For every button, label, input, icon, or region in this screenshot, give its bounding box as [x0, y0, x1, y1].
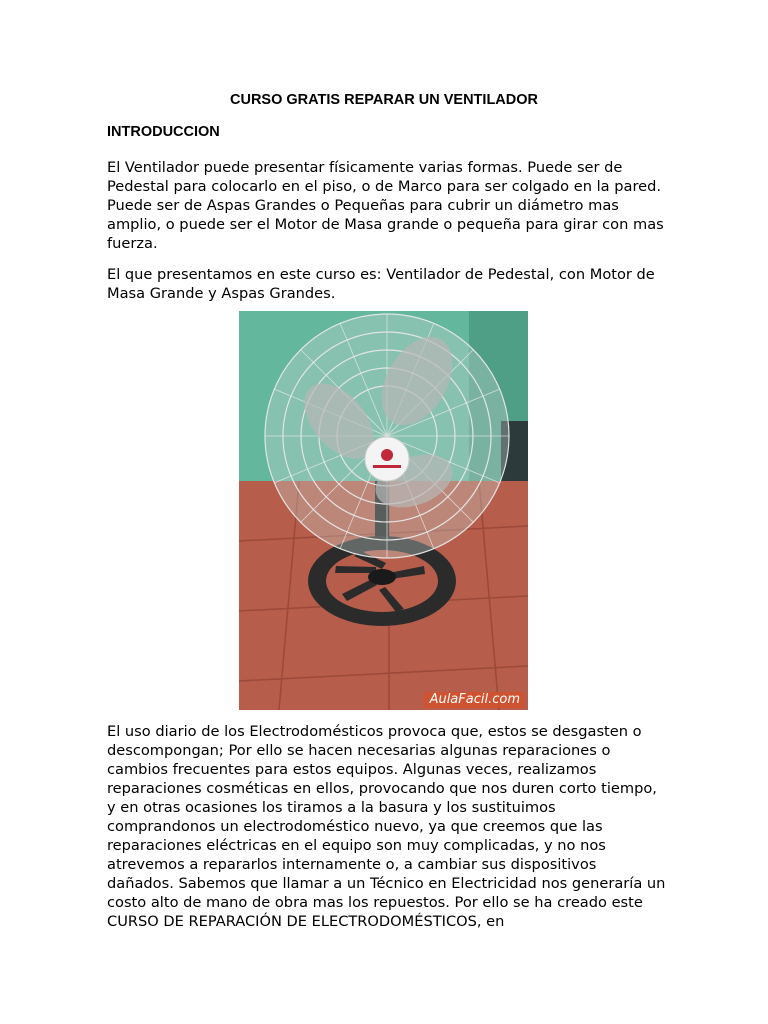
section-heading: INTRODUCCION — [107, 124, 220, 140]
watermark: AulaFacil.com — [424, 692, 524, 708]
pedestal-fan-photo — [239, 311, 528, 710]
intro-paragraph-2: El que presentamos en este curso es: Ventilador de Pedestal, con Motor de Masa Grande y Aspas Grandes. — [107, 266, 655, 302]
page-title: CURSO GRATIS REPARAR UN VENTILADOR — [230, 92, 538, 108]
intro-paragraph-1: El Ventilador puede presentar físicamente varias formas. Puede ser de Pedestal para colocarlo en el piso, o de Marco para ser colgado en la pared. Puede ser de Aspas Grandes o Pequeñas para cubrir un diámetro mas amplio, o puede ser el Motor de Masa grande o pequeña para girar con mas fuerza. — [107, 159, 664, 252]
intro-paragraph-3: El uso diario de los Electrodomésticos provoca que, estos se desgasten o descompongan; Por ello se hacen necesarias algunas reparaciones o cambios frecuentes para estos equipos. Algunas veces, realizamos reparaciones cosméticas en ellos, provocando que nos duren corto tiempo, y en otras ocasiones los tiramos a la basura y los sustituimos comprandonos un electrodoméstico nuevo, ya que creemos que las reparaciones eléctricas en el equipo son muy complicadas, y no nos atrevemos a repararlos internamente o, a cambiar sus dispositivos dañados. Sabemos que llamar a un Técnico en Electricidad nos generaría un costo alto de mano de obra mas los repuestos. Por ello se ha creado este CURSO DE REPARACIÓN DE ELECTRODOMÉSTICOS, en — [107, 723, 666, 930]
